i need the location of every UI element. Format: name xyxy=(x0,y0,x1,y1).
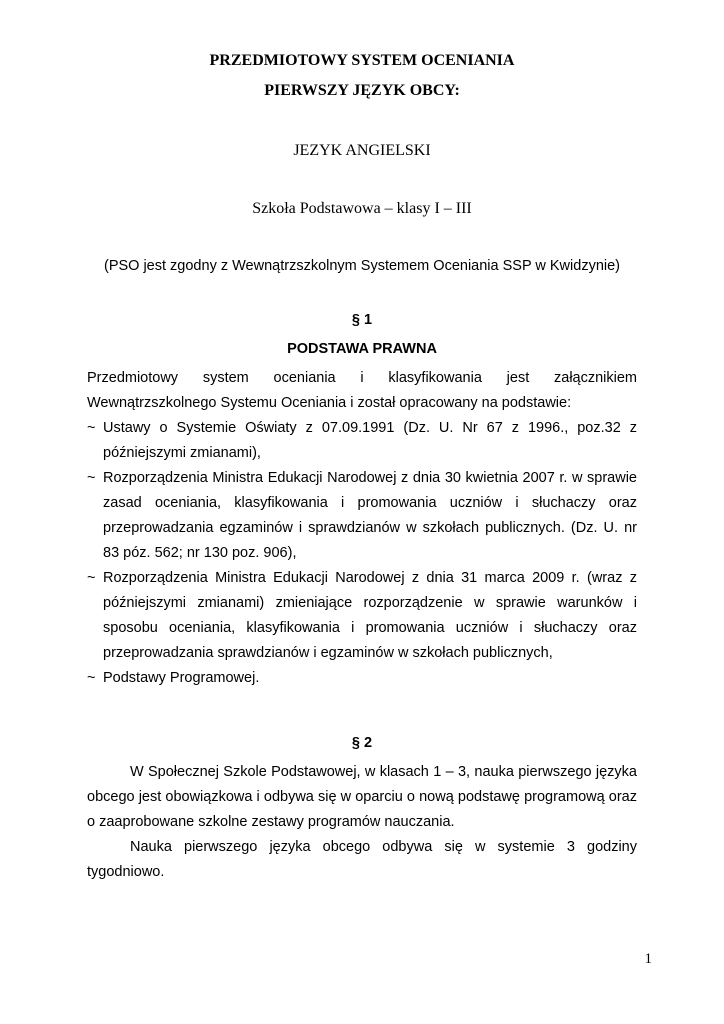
section1-body xyxy=(87,366,637,691)
tilde-bullet-icon: ~ xyxy=(87,670,96,686)
section1-number: § 1 xyxy=(351,312,373,328)
section2-paragraph2: Nauka pierwszego języka obcego odbywa się w systemie 3 godziny tygodniowo. xyxy=(87,839,637,880)
section2-paragraph1: W Społecznej Szkole Podstawowej, w klasach 1 – 3, nauka pierwszego języka obcego jest obowiązkowa i odbywa się w oparciu o nową podstawę programową oraz o zaaprobowane szkolne zestawy programów nauczania. xyxy=(87,764,637,830)
section1-heading: PODSTAWA PRAWNA xyxy=(287,341,437,357)
section2-number: § 2 xyxy=(351,735,373,751)
list-item-text: Ustawy o Systemie Oświaty z 07.09.1991 (Dz. U. Nr 67 z 1996., poz.32 z późniejszymi zmianami), xyxy=(103,420,637,461)
list-item-text: Rozporządzenia Ministra Edukacji Narodowej z dnia 31 marca 2009 r. (wraz z późniejszymi zmianami) zmieniające rozporządzenie w sprawie warunków i sposobu oceniania, klasyfikowania i promowania uczniów i słuchaczy oraz przeprowadzania sprawdzianów i egzaminów w szkołach publicznych, xyxy=(103,570,637,661)
document-title-line1: PRZEDMIOTOWY SYSTEM OCENIANIA xyxy=(209,52,515,69)
tilde-bullet-icon: ~ xyxy=(87,570,96,586)
list-item xyxy=(87,466,637,566)
pso-note: (PSO jest zgodny z Wewnątrzszkolnym Systemem Oceniania SSP w Kwidzynie) xyxy=(103,258,620,274)
section1-intro-line1: Przedmiotowy system oceniania i klasyfikowania jest załącznikiem xyxy=(87,370,637,386)
section2-body xyxy=(87,760,637,885)
list-item xyxy=(87,566,637,666)
list-item-text: Podstawy Programowej. xyxy=(103,670,260,686)
document-title-line2: PIERWSZY JĘZYK OBCY: xyxy=(264,82,460,99)
section1-intro-line2: Wewnątrzszkolnego Systemu Oceniania i został opracowany na podstawie: xyxy=(87,395,572,411)
legal-basis-list xyxy=(87,416,637,691)
subject-name: JEZYK ANGIELSKI xyxy=(293,142,431,159)
list-item-text: Rozporządzenia Ministra Edukacji Narodowej z dnia 30 kwietnia 2007 r. w sprawie zasad oceniania, klasyfikowania i promowania uczniów i słuchaczy oraz przeprowadzania egzaminów i sprawdzianów w szkołach publicznych. (Dz. U. nr 83 póz. 562; nr 130 poz. 906), xyxy=(103,470,637,561)
school-level: Szkoła Podstawowa – klasy I – III xyxy=(252,200,472,217)
tilde-bullet-icon: ~ xyxy=(87,470,96,486)
tilde-bullet-icon: ~ xyxy=(87,420,96,436)
page-number: 1 xyxy=(644,951,652,967)
list-item xyxy=(87,416,637,466)
list-item xyxy=(87,666,637,691)
